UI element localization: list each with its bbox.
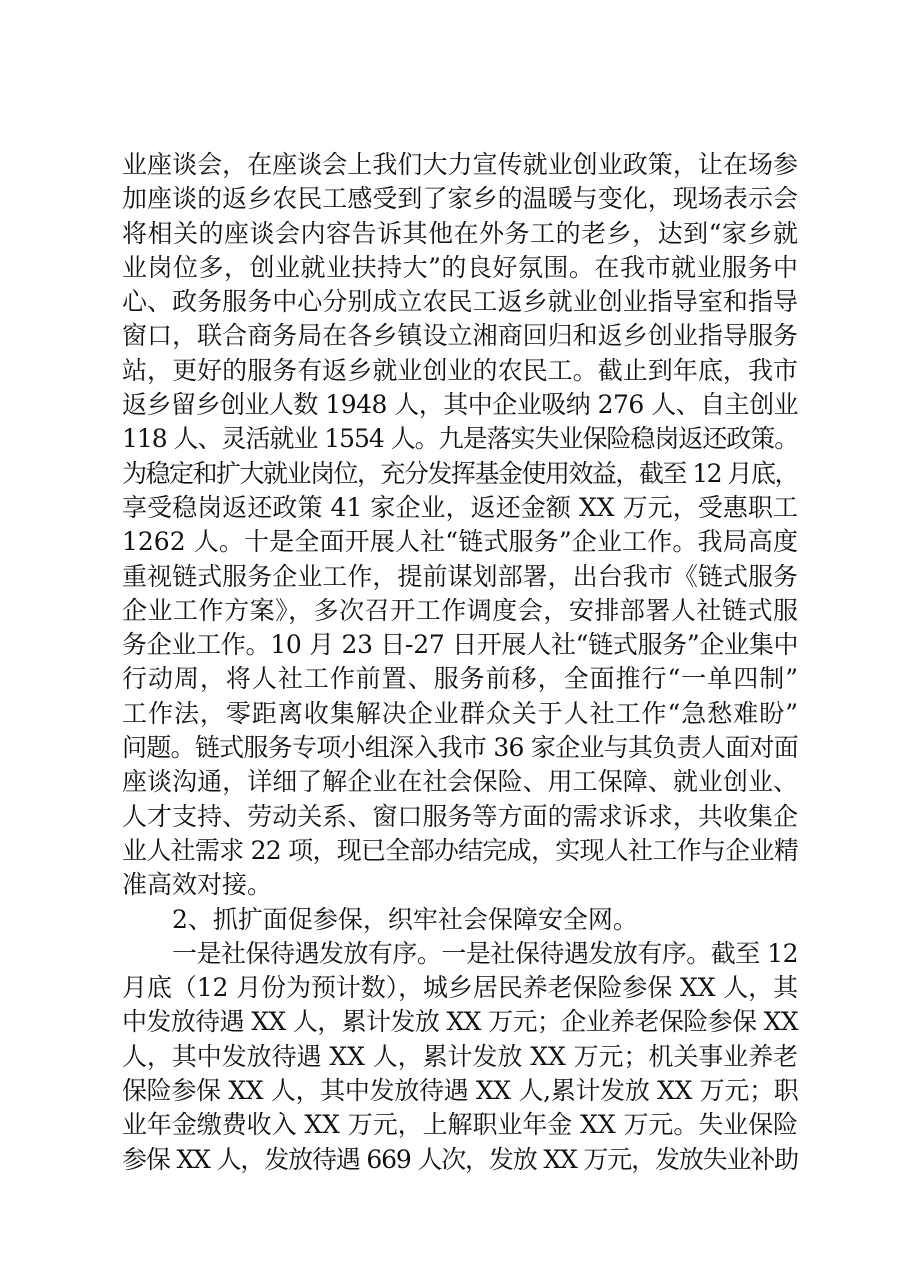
text-line: 站，更好的服务有返乡就业创业的农民工。截止到年底，我市: [122, 355, 798, 385]
text-line: 118 人、灵活就业 1554 人。九是落实失业保险稳岗返还政策。: [122, 424, 799, 454]
text-line: 1262 人。十是全面开展人社“链式服务”企业工作。我局高度: [122, 527, 798, 557]
text-line: 业年金缴费收入 XX 万元，上解职业年金 XX 万元。失业保险: [122, 1110, 798, 1140]
text-line: 座谈沟通，详细了解企业在社会保险、用工保障、就业创业、: [122, 767, 798, 797]
text-line: 保险参保 XX 人，其中发放待遇 XX 人,累计发放 XX 万元；职: [122, 1076, 799, 1106]
text-line: 人，其中发放待遇 XX 人，累计发放 XX 万元；机关事业养老: [122, 1041, 798, 1071]
text-line: 业座谈会，在座谈会上我们大力宣传就业创业政策，让在场参: [122, 150, 798, 179]
text-line: 将相关的座谈会内容告诉其他在外务工的老乡，达到“家乡就: [122, 218, 798, 248]
text-line: 重视链式服务企业工作，提前谋划部署，出台我市《链式服务: [122, 561, 798, 591]
text-line: 为稳定和扩大就业岗位，充分发挥基金使用效益，截至 12 月底，: [122, 458, 798, 488]
text-line: 中发放待遇 XX 人，累计发放 XX 万元；企业养老保险参保 XX: [122, 1007, 798, 1037]
text-line: 行动周，将人社工作前置、服务前移，全面推行“一单四制”: [122, 664, 798, 694]
text-line: 企业工作方案》，多次召开工作调度会，安排部署人社链式服: [122, 595, 798, 625]
body-text: [122, 148, 798, 1177]
text-line: 加座谈的返乡农民工感受到了家乡的温暖与变化，现场表示会: [122, 184, 798, 214]
text-line: 业人社需求 22 项，现已全部办结完成，实现人社工作与企业精: [122, 835, 798, 865]
text-line: 工作法，零距离收集解决企业群众关于人社工作“急愁难盼”: [122, 698, 798, 728]
text-line: 务企业工作。10 月 23 日-27 日开展人社“链式服务”企业集中: [122, 630, 799, 660]
paragraph-first-line: 一是社保待遇发放有序。一是社保待遇发放有序。截至 12: [172, 938, 798, 968]
text-line: 窗口，联合商务局在各乡镇设立湘商回归和返乡创业指导服务: [122, 321, 798, 351]
section-heading: 2、抓扩面促参保，织牢社会保障安全网。: [172, 904, 638, 934]
text-line: 人才支持、劳动关系、窗口服务等方面的需求诉求，共收集企: [122, 801, 798, 831]
text-line: 月底（12 月份为预计数），城乡居民养老保险参保 XX 人，其: [122, 973, 798, 1003]
text-line: 问题。链式服务专项小组深入我市 36 家企业与其负责人面对面: [122, 733, 798, 763]
text-line: 参保 XX 人，发放待遇 669 人次，发放 XX 万元，发放失业补助: [122, 1144, 798, 1174]
text-line: 享受稳岗返还政策 41 家企业，返还金额 XX 万元，受惠职工: [122, 492, 798, 522]
paragraph-end-line: 准高效对接。: [122, 870, 273, 900]
text-line: 返乡留乡创业人数 1948 人，其中企业吸纳 276 人、自主创业: [122, 390, 799, 420]
text-line: 业岗位多，创业就业扶持大”的良好氛围。在我市就业服务中: [122, 252, 798, 282]
text-line: 心、政务服务中心分别成立农民工返乡就业创业指导室和指导: [122, 287, 798, 317]
